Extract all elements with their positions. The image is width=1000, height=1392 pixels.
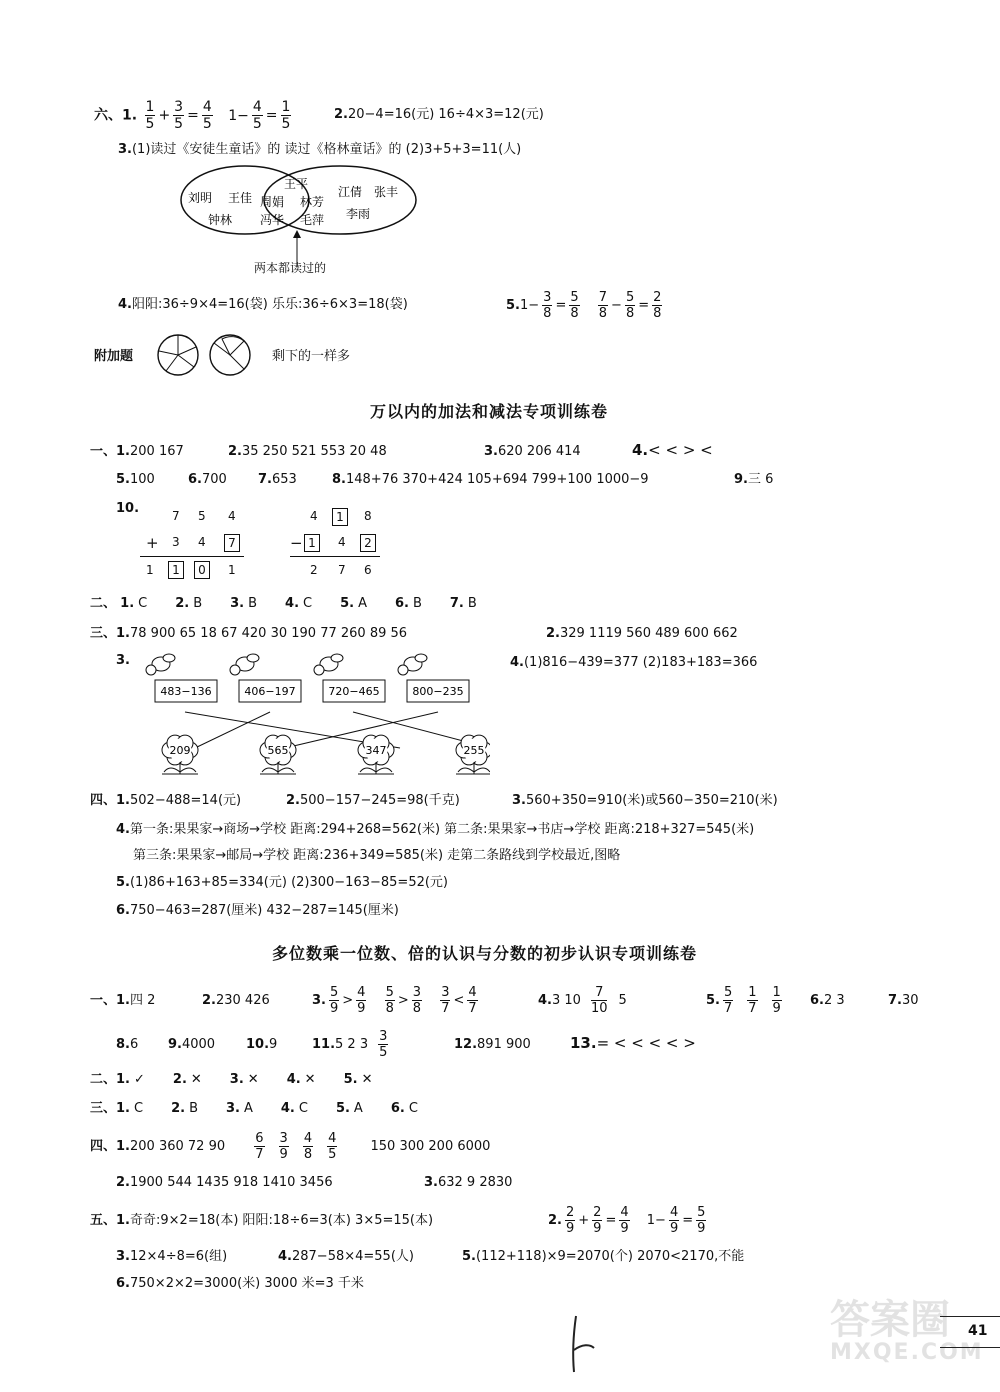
question-number: 5.: [116, 875, 130, 890]
answer-text: 3 10: [551, 993, 581, 1008]
vertical-addition: 7 5 4 + 3 4 7 1 1 0 1: [140, 506, 244, 578]
flower-value: 565: [267, 744, 289, 757]
answer-text: 100: [129, 472, 155, 487]
venn-mid-3: 林芳: [300, 195, 325, 209]
choice-row: 二、1. ✓ 2. ✕ 3. ✕ 4. ✕ 5. ✕: [90, 1072, 373, 1087]
venn-right-1: 江倩: [338, 185, 363, 199]
answer-text: 620 206 414: [497, 444, 581, 459]
choice-answer: C: [298, 1101, 308, 1116]
question-number: 4.: [285, 596, 300, 611]
fraction: $\frac{1}{5}$: [281, 99, 291, 132]
expression-label: 800−235: [412, 685, 464, 698]
answer-text: 329 1119 560 489 600 662: [559, 626, 738, 641]
question-number: 4.: [280, 1101, 295, 1116]
answer-text: (1)读过《安徒生童话》的 读过《格林童话》的 (2)3+5+3=11(人): [131, 142, 522, 157]
question-number: 2.: [286, 793, 300, 808]
choice-answer: ✕: [190, 1072, 202, 1087]
answer-text: 5: [618, 993, 627, 1008]
question-number: 2.: [175, 596, 190, 611]
answer-text: 20−4=16(元) 16÷4×3=12(元): [347, 107, 544, 122]
bee-box: [146, 654, 217, 702]
question-number: 1.: [116, 1139, 130, 1154]
question-number: 10.: [246, 1037, 270, 1052]
question-number: 1.: [116, 1072, 130, 1087]
answer-text: 9: [269, 1037, 278, 1052]
answer-text: 653: [271, 472, 297, 487]
fraction-list: [247, 1131, 344, 1162]
question-number: 5.: [340, 596, 355, 611]
bee-box: [230, 654, 301, 702]
question-number: 6.: [390, 1101, 405, 1116]
answer-text: 200 167: [130, 444, 184, 459]
question-number: 2.: [334, 107, 348, 122]
expression-label: 720−465: [328, 685, 380, 698]
fraction: $\frac{5}{8}$: [385, 985, 394, 1016]
operator: +: [158, 107, 171, 124]
question-number: 1.: [116, 793, 130, 808]
watermark-logo: 答案圈 MXQE.COM: [830, 1297, 984, 1365]
question-number: 3.: [312, 993, 326, 1008]
fraction: $\frac{5}{8}$: [625, 290, 635, 321]
question-number: 5.: [335, 1101, 350, 1116]
fraction: $\frac{4}{9}$: [669, 1205, 679, 1236]
question-number: 4.: [510, 655, 524, 670]
answer-text: 35 250 521 553 20 48: [241, 444, 387, 459]
fraction: $\frac{3}{7}$: [441, 985, 450, 1016]
question-number: 9.: [734, 472, 748, 487]
section-title: 多位数乘一位数、倍的认识与分数的初步认识专项训练卷: [272, 944, 698, 963]
choice-row: 三、1. C 2. B 3. A 4. C 5. A 6. C: [90, 1101, 418, 1116]
page-number-frame: [940, 1316, 1000, 1348]
question-number: 1.: [116, 1101, 130, 1116]
question-number: 3.: [512, 793, 526, 808]
question-number: 1.: [116, 444, 130, 459]
fraction: $\frac{2}{9}$: [565, 1205, 575, 1236]
section-label: 六、: [94, 107, 122, 124]
answer-text: (1)816−439=377 (2)183+183=366: [523, 655, 758, 670]
venn-right-2: 张丰: [374, 185, 399, 199]
operator: =: [265, 107, 278, 124]
fraction: $\frac{5}{7}$: [723, 985, 733, 1016]
answer-text: 150 300 200 6000: [370, 1139, 491, 1154]
section-label: 四、: [90, 793, 117, 808]
question-number: 1.: [116, 993, 130, 1008]
answer-text: 奇奇:9×2=18(本) 阳阳:18÷6=3(本) 3×5=15(本): [130, 1213, 434, 1228]
question-number: 3.: [424, 1175, 438, 1190]
venn-mid-2: 周娟: [260, 195, 285, 209]
venn-left-3: 钟林: [208, 213, 233, 227]
answer-text: 750×2×2=3000(米) 3000 米=3 千米: [129, 1276, 364, 1291]
choice-answer: B: [412, 596, 422, 611]
section-label: 一、: [90, 993, 117, 1008]
question-number: 2.: [228, 444, 242, 459]
choice-answer: A: [243, 1101, 253, 1116]
choice-answer: ✕: [304, 1072, 316, 1087]
choice-answer: C: [408, 1101, 418, 1116]
circle-diagram: [156, 333, 256, 381]
venn-mid-4: 冯华: [260, 213, 285, 227]
question-number: 8.: [332, 472, 346, 487]
answer-text: 891 900: [477, 1037, 531, 1052]
question-number: 5.: [506, 298, 520, 313]
flower: [456, 735, 490, 774]
fraction: $\frac{5}{9}$: [329, 985, 339, 1016]
fraction: $\frac{4}{9}$: [620, 1205, 629, 1236]
operator: =: [638, 298, 650, 313]
flower: [162, 735, 198, 774]
expression-label: 406−197: [244, 685, 296, 698]
choice-answer: ✕: [247, 1072, 259, 1087]
choice-row: 二、 1. C 2. B 3. B 4. C 5. A 6. B 7. B: [90, 596, 477, 611]
flower: [358, 735, 394, 774]
fraction: $\frac{4}{5}$: [202, 99, 212, 132]
answer-text: 第一条:果果家→商场→学校 距离:294+268=562(米) 第二条:果果家→书店→学校 距离:218+327=545(米): [129, 822, 755, 837]
comparison: >: [397, 993, 409, 1008]
question-number: 4.: [538, 993, 552, 1008]
venn-mid-1: 王平: [284, 177, 309, 191]
operator: =: [555, 298, 567, 313]
answer-text: 560+350=910(米)或560−350=210(米): [525, 793, 778, 808]
fraction: $\frac{3}{8}$: [543, 290, 552, 321]
answer-text: 148+76 370+424 105+694 799+100 1000−9: [345, 472, 649, 487]
answer-text: 502−488=14(元): [130, 793, 242, 808]
fraction: $\frac{2}{8}$: [653, 290, 662, 321]
question-number: 2.: [172, 1072, 187, 1087]
question-number: 4.: [632, 441, 649, 459]
question-number: 13.: [570, 1034, 597, 1052]
flower: [260, 735, 296, 774]
question-number: 3.: [116, 653, 130, 668]
comparison: >: [342, 993, 354, 1008]
answer-text: 5 2 3: [335, 1037, 369, 1052]
choice-answer: A: [358, 596, 367, 611]
choice-answer: A: [353, 1101, 363, 1116]
fraction: $\frac{4}{7}$: [468, 985, 477, 1016]
question-number: 6.: [116, 903, 130, 918]
fraction: $\frac{3}{8}$: [412, 985, 422, 1016]
question-number: 6.: [116, 1276, 130, 1291]
page-number: 41: [968, 1323, 988, 1339]
venn-left-2: 王佳: [228, 191, 253, 205]
fraction: $\frac{3}{9}$: [279, 1131, 288, 1162]
answer-text: < < > <: [648, 441, 713, 459]
bee-box: [398, 654, 469, 702]
question-number: 3.: [118, 142, 132, 157]
answer-text: 500−157−245=98(千克): [299, 793, 460, 808]
section-label: 四、: [90, 1139, 117, 1154]
question-number: 5.: [116, 472, 130, 487]
flower-value: 255: [463, 744, 485, 757]
question-number: 9.: [168, 1037, 182, 1052]
choice-answer: ✓: [134, 1072, 145, 1087]
question-number: 2.: [546, 626, 560, 641]
question-number: 4.: [118, 297, 132, 312]
answer-text: = < < < < >: [596, 1034, 696, 1052]
question-number: 3.: [225, 1101, 240, 1116]
section-title: 万以内的加法和减法专项训练卷: [370, 402, 609, 421]
operator: 1−: [228, 107, 249, 124]
question-number: 10.: [116, 501, 140, 516]
answer-text: 200 360 72 90: [130, 1139, 226, 1154]
question-number: 1.: [116, 1213, 130, 1228]
answer-text: 632 9 2830: [437, 1175, 513, 1190]
answer-text: 2 3: [823, 993, 845, 1008]
venn-mid-5: 毛萍: [300, 213, 325, 227]
question-number: 4.: [116, 822, 130, 837]
question-number: 6.: [394, 596, 409, 611]
question-number: 2.: [116, 1175, 130, 1190]
fraction: $\frac{1}{9}$: [772, 985, 781, 1016]
answer-text: 700: [201, 472, 227, 487]
question-number: 11.: [312, 1037, 336, 1052]
operator: =: [187, 107, 199, 124]
fraction: $\frac{5}{8}$: [570, 290, 579, 321]
bee-box: [314, 654, 385, 702]
choice-answer: C: [134, 1101, 144, 1116]
fraction: $\frac{4}{5}$: [252, 99, 262, 132]
venn-left-1: 刘明: [188, 191, 213, 205]
choice-answer: C: [138, 596, 148, 611]
fraction: $\frac{3}{5}$: [174, 99, 184, 132]
flower-value: 347: [365, 744, 387, 757]
question-number: 2.: [202, 993, 216, 1008]
matching-diagram: [130, 650, 490, 780]
fraction: $\frac{1}{5}$: [145, 99, 155, 132]
answer-text: 287−58×4=55(人): [291, 1249, 414, 1264]
expression-label: 483−136: [160, 685, 212, 698]
choice-answer: B: [193, 596, 203, 611]
question-number: 3.: [229, 1072, 244, 1087]
question-number: 4.: [278, 1249, 292, 1264]
venn-right-3: 李雨: [346, 207, 371, 221]
fraction: $\frac{4}{9}$: [357, 985, 366, 1016]
venn-caption: 两本都读过的: [254, 261, 327, 275]
question-number: 12.: [454, 1037, 478, 1052]
question-number: 1.: [116, 626, 130, 641]
answer-text: (112+118)×9=2070(个) 2070<2170,不能: [475, 1249, 745, 1264]
answer-text: 230 426: [215, 993, 270, 1008]
choice-answer: B: [189, 1101, 198, 1116]
answer-text: 第三条:果果家→邮局→学校 距离:236+349=585(米) 走第二条路线到学校最近,图略: [133, 848, 621, 863]
question-number: 5.: [706, 993, 720, 1008]
fraction: $\frac{6}{7}$: [255, 1131, 264, 1162]
vertical-subtraction: 4 1 8 − 1 4 2 2 7 6: [290, 506, 380, 578]
question-number: 3.: [116, 1249, 130, 1264]
answer-text: 750−463=287(厘米) 432−287=145(厘米): [129, 903, 399, 918]
question-number: 2.: [548, 1213, 562, 1228]
fraction: $\frac{2}{9}$: [593, 1205, 602, 1236]
section-label: 五、: [90, 1213, 117, 1228]
answer-text: 1900 544 1435 918 1410 3456: [129, 1175, 333, 1190]
comparison: <: [453, 993, 465, 1008]
question-number: 7.: [888, 993, 902, 1008]
question-number: 3.: [484, 444, 498, 459]
question-number: 5.: [462, 1249, 476, 1264]
fraction: $\frac{5}{9}$: [697, 1205, 706, 1236]
answer-text: 阳阳:36÷9×4=16(袋) 乐乐:36÷6×3=18(袋): [131, 297, 408, 312]
operator: 1−: [519, 298, 540, 313]
fraction: $\frac{3}{5}$: [379, 1029, 388, 1060]
answer-text: 78 900 65 18 67 420 30 190 77 260 89 56: [130, 626, 408, 641]
answer-text: 12×4÷8=6(组): [129, 1249, 228, 1264]
fraction: $\frac{4}{5}$: [328, 1131, 337, 1162]
choice-answer: B: [467, 596, 477, 611]
choice-answer: ✕: [361, 1072, 373, 1087]
question-number: 8.: [116, 1037, 130, 1052]
venn-diagram: [170, 162, 440, 277]
fraction: $\frac{7}{10}$: [590, 985, 608, 1016]
fraction: $\frac{4}{8}$: [303, 1131, 313, 1162]
question-number: 7.: [449, 596, 464, 611]
section-label: 一、: [90, 444, 117, 459]
question-number: 7.: [258, 472, 272, 487]
question-number: 5.: [343, 1072, 358, 1087]
choice-answer: B: [248, 596, 258, 611]
question-number: 4.: [286, 1072, 301, 1087]
answer-text: (1)86+163+85=334(元) (2)300−163−85=52(元): [129, 875, 449, 890]
question-number: 1.: [122, 107, 138, 124]
choice-answer: C: [303, 596, 313, 611]
question-number: 6.: [188, 472, 202, 487]
flower-value: 209: [169, 744, 191, 757]
extra-label: 附加题: [94, 349, 134, 364]
answer-text: 6: [129, 1037, 139, 1052]
fraction: $\frac{7}{8}$: [598, 290, 608, 321]
extra-answer: 剩下的一样多: [272, 349, 351, 364]
section-label: 三、: [90, 626, 117, 641]
question-number: 6.: [810, 993, 824, 1008]
answer-text: 30: [901, 993, 919, 1008]
answer-text: 三 6: [747, 472, 774, 487]
answer-text: 四 2: [130, 993, 156, 1008]
question-number: 2.: [171, 1101, 186, 1116]
fraction: $\frac{1}{7}$: [748, 985, 757, 1016]
answer-text: 4000: [181, 1037, 216, 1052]
question-number: 1.: [120, 596, 135, 611]
question-number: 3.: [230, 596, 245, 611]
handwritten-mark: [560, 1310, 600, 1380]
